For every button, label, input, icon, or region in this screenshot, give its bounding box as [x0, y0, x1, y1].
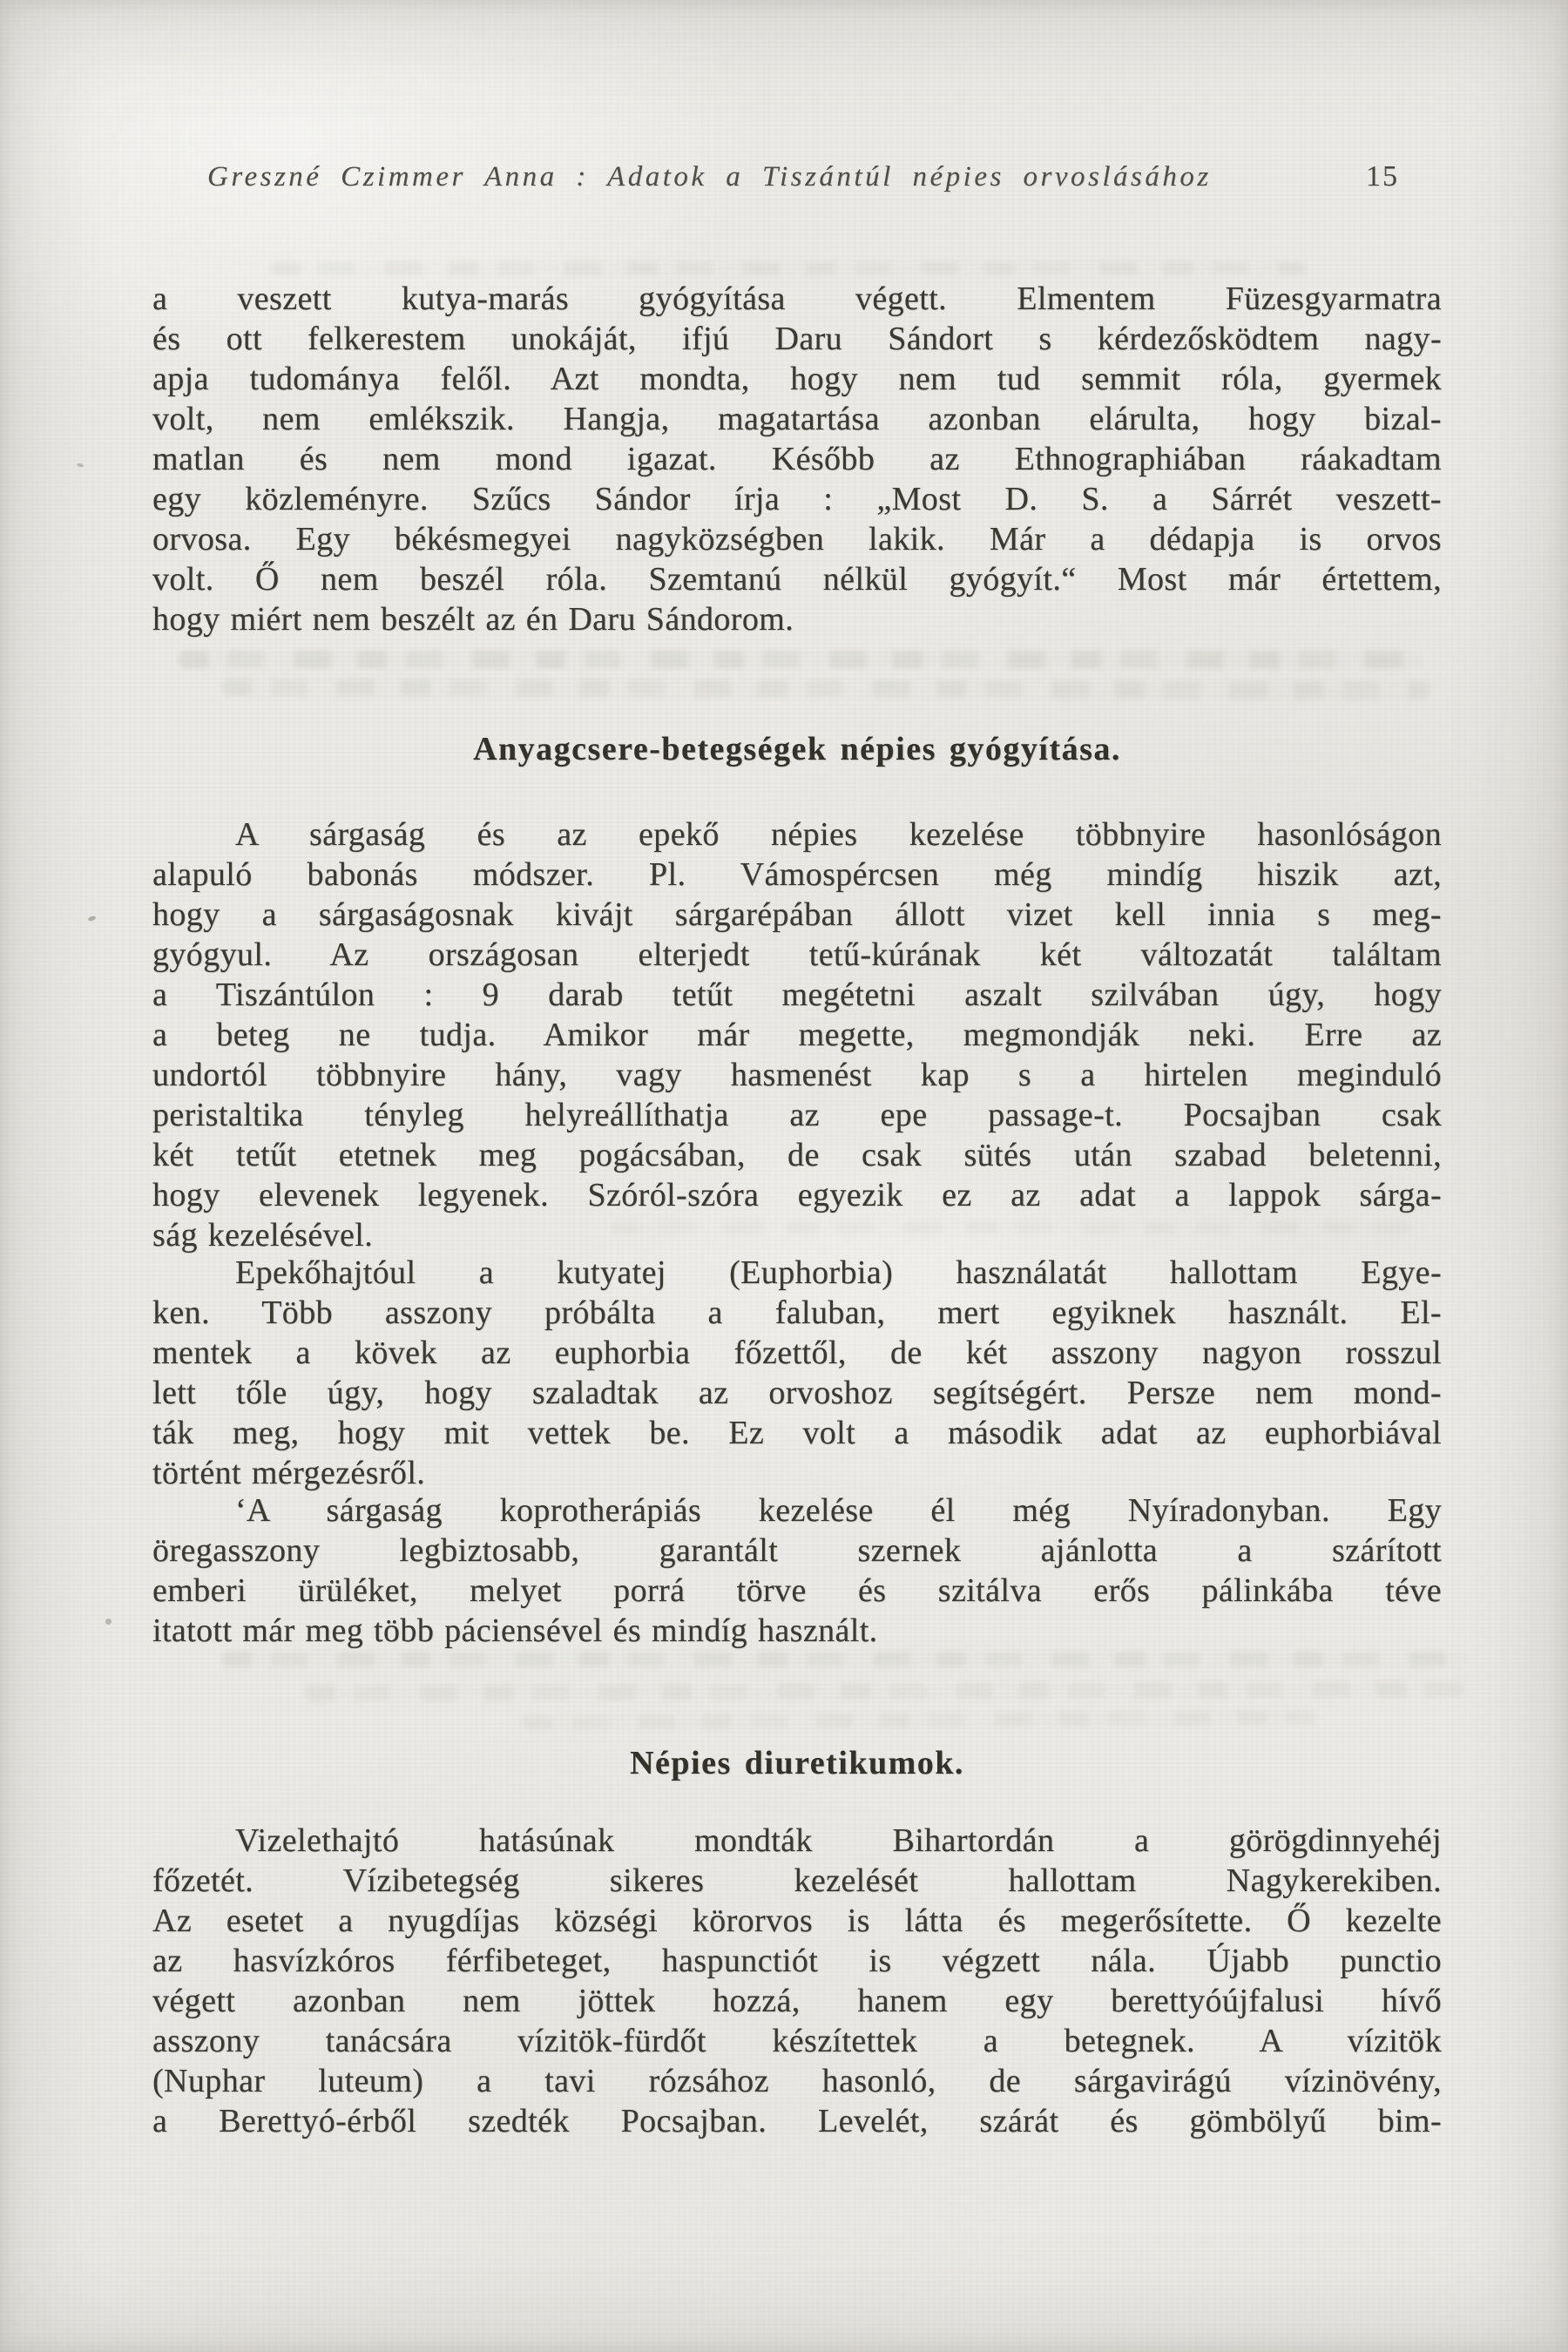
text-line: a veszett kutya-marás gyógyítása végett. Elmentem Füzesgyarmatra: [152, 280, 1442, 317]
text-line: volt, nem emlékszik. Hangja, magatartása azonban elárulta, hogy bizal-: [152, 401, 1442, 437]
show-through-smudge: [222, 1652, 1468, 1667]
text-line: Epekőhajtóul a kutyatej (Euphorbia) használatát hallottam Egye-: [235, 1254, 1442, 1291]
show-through-smudge: [179, 651, 1424, 668]
text-line: ság kezelésével.: [152, 1217, 374, 1254]
text-line: gyógyul. Az országosan elterjedt tetű-kúrának két változatát találtam: [152, 936, 1442, 973]
ink-speck: [77, 463, 84, 467]
text-line: apja tudománya felől. Azt mondta, hogy nem tud semmit róla, gyermek: [152, 361, 1442, 397]
show-through-smudge: [222, 678, 1429, 700]
text-line: matlan és nem mond igazat. Később az Ethnographiában ráakadtam: [152, 441, 1442, 477]
text-line: volt. Ő nem beszél róla. Szemtanú nélkül gyógyít.“ Most már értettem,: [152, 561, 1442, 598]
text-line: ken. Több asszony próbálta a faluban, mert egyiknek használt. El-: [152, 1294, 1442, 1331]
text-line: A sárgaság és az epekő népies kezelése többnyire hasonlóságon: [235, 816, 1442, 853]
show-through-smudge: [610, 1221, 1429, 1234]
text-line: főzetét. Vízibetegség sikeres kezelését hallottam Nagykerekiben.: [152, 1862, 1442, 1899]
page-number: 15: [1366, 160, 1399, 193]
text-line: két tetűt etetnek meg pogácsában, de csak sütés után szabad beletenni,: [152, 1137, 1442, 1173]
text-line: Az esetet a nyugdíjas községi körorvos is látta és megerősítette. Ő kezelte: [152, 1903, 1442, 1939]
text-line: és ott felkerestem unokáját, ifjú Daru Sándort s kérdezősködtem nagy-: [152, 321, 1442, 357]
text-line: alapuló babonás módszer. Pl. Vámospércsen még mindíg hiszik azt,: [152, 856, 1442, 893]
text-line: orvosa. Egy békésmegyei nagyközségben lakik. Már a dédapja is orvos: [152, 521, 1442, 558]
text-line: undortól többnyire hány, vagy hasmenést kap s a hirtelen meginduló: [152, 1057, 1442, 1093]
text-line: hogy miért nem beszélt az én Daru Sándorom.: [152, 601, 794, 638]
section-heading: Népies diuretikumok.: [630, 1745, 964, 1781]
show-through-smudge: [305, 1681, 1472, 1702]
text-line: asszony tanácsára vízitök-fürdőt készítettek a betegnek. A vízitök: [152, 2023, 1442, 2059]
text-line: hogy elevenek legyenek. Szóról-szóra egyezik ez az adat a lappok sárga-: [152, 1177, 1442, 1213]
text-line: ták meg, hogy mit vettek be. Ez volt a második adat az euphorbiával: [152, 1415, 1442, 1451]
paragraph: [152, 1253, 1442, 1493]
text-line: a beteg ne tudja. Amikor már megette, megmondják neki. Erre az: [152, 1017, 1442, 1053]
text-line: hogy a sárgaságosnak kivájt sárgarépában állott vizet kell innia s meg-: [152, 896, 1442, 933]
text-line: a Berettyó-érből szedték Pocsajban. Levelét, szárát és gömbölyű bim-: [152, 2103, 1442, 2139]
paragraph: [152, 279, 1442, 639]
paragraph: [152, 1490, 1442, 1651]
ink-speck: [87, 916, 96, 923]
ink-speck: [105, 1619, 112, 1625]
paragraph: [152, 1821, 1442, 2141]
text-line: a Tiszántúlon : 9 darab tetűt megétetni aszalt szilvában úgy, hogy: [152, 977, 1442, 1013]
text-line: mentek a kövek az euphorbia főzettől, de két asszony nagyon rosszul: [152, 1335, 1442, 1371]
text-line: emberi ürüléket, melyet porrá törve és szitálva erős pálinkába téve: [152, 1572, 1442, 1609]
text-line: lett tőle úgy, hogy szaladtak az orvoshoz segítségért. Persze nem mond-: [152, 1375, 1442, 1411]
text-line: öregasszony legbiztosabb, garantált szernek ajánlotta a szárított: [152, 1532, 1442, 1569]
text-line: ‘A sárgaság koprotherápiás kezelése él még Nyíradonyban. Egy: [235, 1492, 1442, 1529]
text-line: Vizelethajtó hatásúnak mondták Bihartordán a görögdinnyehéj: [235, 1822, 1442, 1859]
text-line: (Nuphar luteum) a tavi rózsához hasonló, de sárgavirágú vízinövény,: [152, 2063, 1442, 2099]
text-line: történt mérgezésről.: [152, 1455, 426, 1491]
section-heading: Anyagcsere-betegségek népies gyógyítása.: [473, 731, 1121, 767]
text-line: az hasvízkóros férfibeteget, haspunctiót is végzett nála. Újabb punctio: [152, 1943, 1442, 1979]
show-through-smudge: [523, 1710, 1315, 1730]
text-line: peristaltika tényleg helyreállíthatja az epe passage-t. Pocsajban csak: [152, 1097, 1442, 1133]
show-through-smudge: [270, 261, 1307, 275]
paragraph: [152, 814, 1442, 1255]
text-line: végett azonban nem jöttek hozzá, hanem egy berettyóújfalusi hívő: [152, 1983, 1442, 2019]
text-line: egy közleményre. Szűcs Sándor írja : „Most D. S. a Sárrét veszett-: [152, 481, 1442, 517]
header-title: Greszné Czimmer Anna : Adatok a Tiszántúl népies orvoslásához: [207, 161, 1212, 193]
text-line: itatott már meg több páciensével és mindíg használt.: [152, 1612, 878, 1649]
running-header: [0, 158, 1568, 196]
